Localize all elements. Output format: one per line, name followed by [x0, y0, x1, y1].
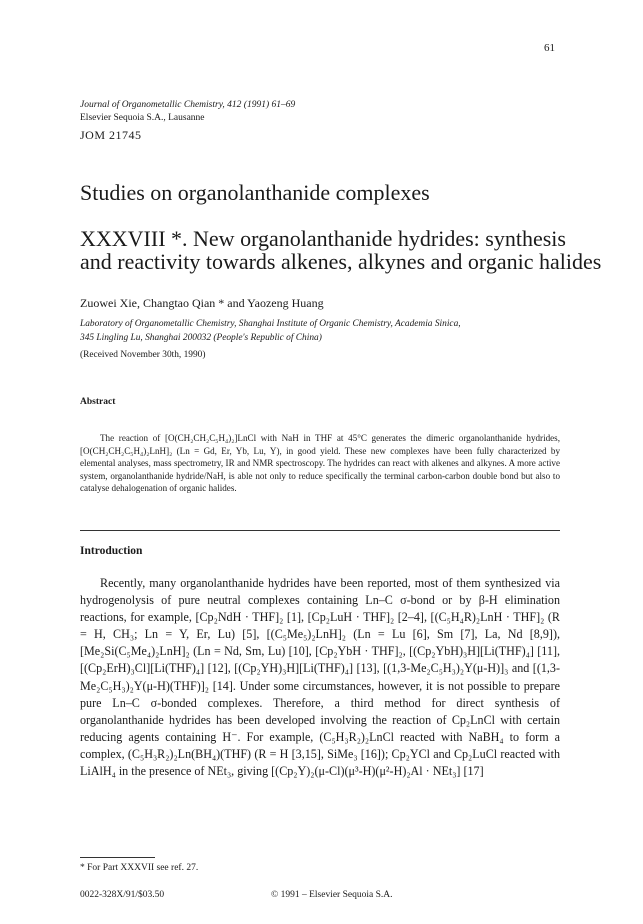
paper-title-line-1: XXXVIII *. New organolanthanide hydrides: synthesis	[80, 226, 566, 251]
series-title: Studies on organolanthanide complexes	[80, 180, 430, 205]
footer-issn: 0022-328X/91/$03.50	[80, 890, 165, 900]
footer-copyright: © 1991 – Elsevier Sequoia S.A.	[271, 890, 393, 900]
affiliation-line-1: Laboratory of Organometallic Chemistry, Shanghai Institute of Organic Chemistry, Academia Sinica,	[80, 319, 461, 329]
abstract-text: The reaction of [O(CH₂CH₂C₅H₄)₂]LnCl with NaH in THF at 45°C generates the dimeric organolanthanide hydrides, [O(CH₂CH₂C₅H₄)₂LnH]₂ (Ln = Gd, Er, Yb, Lu, Y), in good yield. These new complexes have been fully characterized by elemental analyses, mass spectrometry, IR and NMR spectroscopy. The hydrides can react with alkenes and alkynes. A more active system, organolanthanide hydride/NaH, is able not only to reduce specifically the terminal carbon-carbon double bond but also to catalyse dehalogenation of organic halides.	[80, 433, 560, 494]
received-date: (Received November 30th, 1990)	[80, 350, 206, 360]
affiliation-line-2: 345 Lingling Lu, Shanghai 200032 (People's Republic of China)	[80, 333, 322, 343]
footnote-divider	[80, 857, 155, 858]
footnote: * For Part XXXVII see ref. 27.	[80, 863, 199, 873]
introduction-heading: Introduction	[80, 545, 143, 557]
publisher: Elsevier Sequoia S.A., Lausanne	[80, 113, 205, 123]
journal-id: JOM 21745	[80, 128, 142, 142]
page-number: 61	[544, 42, 555, 54]
abstract-heading: Abstract	[80, 397, 116, 407]
paper-title-line-2: and reactivity towards alkenes, alkynes and organic halides	[80, 249, 602, 274]
journal-citation: Journal of Organometallic Chemistry, 412 (1991) 61–69	[80, 100, 296, 110]
introduction-text: Recently, many organolanthanide hydrides have been reported, most of them synthesized via hydrogenolysis of pure neutral complexes containing Ln–C σ-bond or by β-H elimination reactions, for example, [Cp₂NdH · THF]₂ [1], [Cp₂LuH · THF]₂ [2–4], [(C₅H₄R)₂LnH · THF]₂ (R = H, CH₃; Ln = Y, Er, Lu) [5], [(C₅Me₅)₂LnH]₂ (Ln = Lu [6], Sm [7], La, Nd [8,9]), [Me₂Si(C₅Me₄)₂LnH]₂ (Ln = Nd, Sm, Lu) [10], [Cp₂YbH · THF]₂, [(Cp₂YbH)₃H][Li(THF)₄] [11], [(Cp₂ErH)₃Cl][Li(THF)₄] [12], [(Cp₂YH)₃H][Li(THF)₄] [13], [(1,3-Me₂C₅H₃)₂Y(μ-H)]₃ and [(1,3-Me₂C₅H₃)₂Y(μ-H)(THF)]₂ [14]. Under some circumstances, however, it is not possible to prepare pure Ln–C σ-bonded complexes. Therefore, a third method for direct synthesis of organolanthanide hydrides has been developed involving the reaction of Cp₂LnCl with certain reducing agents containing H⁻. For example, (C₅H₃R₂)₂LnCl reacted with NaBH₄ to form a complex, (C₅H₃R₂)₂Ln(BH₄)(THF) (R = H [3,15], SiMe₃ [16]); Cp₂YCl and Cp₂LuCl reacted with LiAlH₄ in the presence of NEt₃, giving [(Cp₂Y)₂(μ-Cl)(μ³-H)(μ²-H)₂Al · NEt₃] [17]	[80, 576, 560, 779]
authors: Zuowei Xie, Changtao Qian * and Yaozeng Huang	[80, 296, 324, 310]
abstract-divider	[80, 530, 560, 531]
